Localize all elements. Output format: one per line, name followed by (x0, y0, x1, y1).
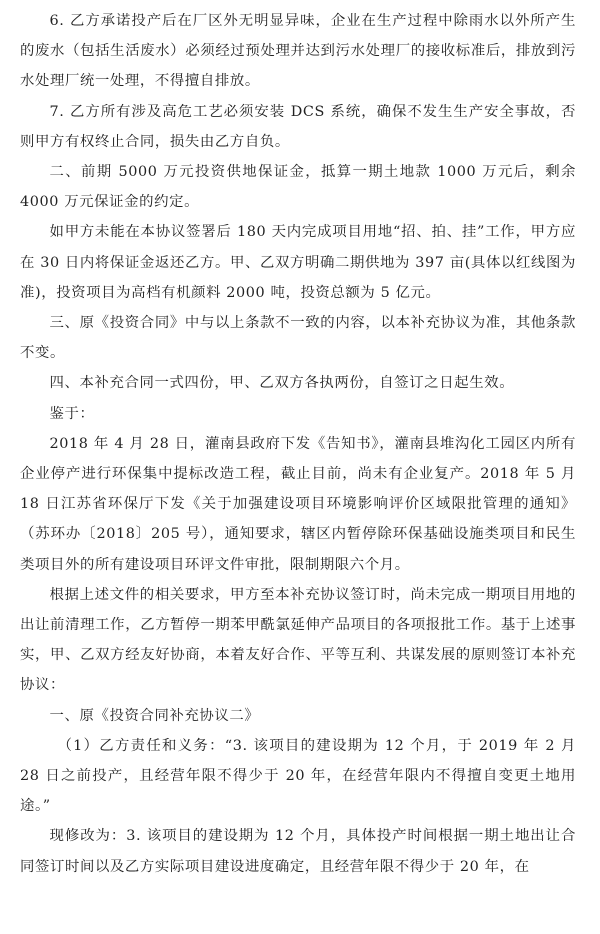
section-two-paragraph: 二、前期 5000 万元投资供地保证金，抵算一期土地款 1000 万元后，剩余 4000 万元保证金的约定。 (20, 164, 582, 211)
clause-7-paragraph: 7. 乙方所有涉及高危工艺必须安装 DCS 系统，确保不发生生产安全事故，否则甲方有权终止合同，损失由乙方自负。 (20, 103, 576, 150)
basis-paragraph: 根据上述文件的相关要求，甲方至本补充协议签订时，尚未完成一期项目用地的出让前清理工作，乙方暂停一期苯甲酰氯延伸产品项目的各项报批工作。基于上述事实，甲、乙双方经友好协商，本着友好合作、平等互利、共谋发展的原则签订本补充协议： (20, 586, 576, 694)
refund-terms-paragraph: 如甲方未能在本协议签署后 180 天内完成项目用地“招、拍、挂”工作，甲方应在 30 日内将保证金返还乙方。甲、乙双方明确二期供地为 397 亩(具体以红线图为准)，投资项目为高档有机颜料 2000 吨，投资总额为 5 亿元。 (20, 224, 576, 301)
section-three-paragraph: 三、原《投资合同》中与以上条款不一致的内容，以本补充协议为准，其他条款不变。 (20, 315, 576, 362)
original-clause-paragraph: （1）乙方责任和义务：“3. 该项目的建设期为 12 个月，于 2019 年 2 月 28 日之前投产，且经营年限不得少于 20 年，在经营年限内不得擅自变更土地用途。” (20, 737, 582, 815)
section-four-paragraph: 四、本补充合同一式四份，甲、乙双方各执两份，自签订之日起生效。 (49, 375, 515, 392)
background-paragraph: 2018 年 4 月 28 日，灌南县政府下发《告知书》，灌南县堆沟化工园区内所有企业停产进行环保集中提标改造工程，截止目前，尚未有企业复产。2018 年 5 月 18 日江苏省环保厅下发《关于加强建设项目环境影响评价区域限批管理的通知》（苏环办〔2018〕205 号），通知要求，辖区内暂停除环保基础设施类项目和民生类项目外的所有建设项目环评文件审批，限制期限六个月。 (20, 435, 582, 573)
clause-6-paragraph: 6. 乙方承诺投产后在厂区外无明显异味，企业在生产过程中除雨水以外所产生的废水（包括生活废水）必须经过预处理并达到污水处理厂的接收标准后，排放到污水处理厂统一处理，不得擅自排放。 (20, 13, 576, 90)
revised-clause-paragraph: 现修改为：3. 该项目的建设期为 12 个月，具体投产时间根据一期土地出让合同签订时间以及乙方实际项目建设进度确定，且经营年限不得少于 20 年，在 (20, 828, 576, 875)
whereas-heading: 鉴于： (49, 405, 95, 422)
amendment-heading: 一、原《投资合同补充协议二》 (49, 707, 260, 724)
